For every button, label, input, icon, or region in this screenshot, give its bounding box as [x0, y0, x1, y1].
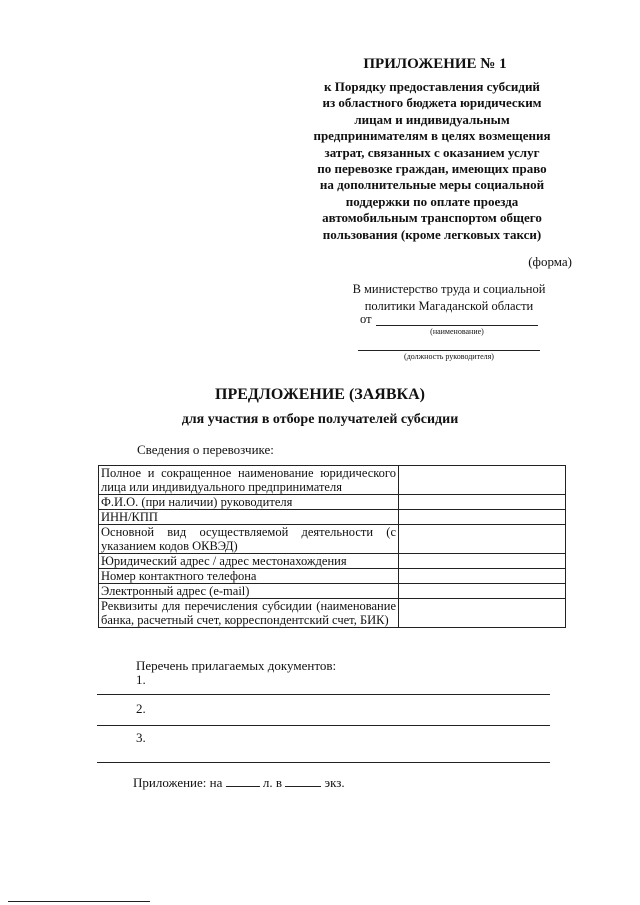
row-value-field[interactable]: [399, 599, 566, 628]
table-row: [99, 584, 566, 599]
document-item-field[interactable]: [97, 719, 550, 726]
footnote-divider: [8, 900, 150, 902]
appendix-line: автомобильным транспортом общего: [322, 210, 542, 226]
appendix-text: [288, 79, 576, 243]
copies-count-field[interactable]: [285, 775, 321, 787]
row-value-field[interactable]: [399, 510, 566, 525]
appendix-line: из областного бюджета юридическим: [322, 95, 542, 111]
row-value-field[interactable]: [399, 554, 566, 569]
attachment-suffix: экз.: [324, 775, 345, 790]
table-row: [99, 466, 566, 495]
form-label: (форма): [528, 254, 572, 269]
table-row: [99, 569, 566, 584]
row-value-field[interactable]: [399, 584, 566, 599]
from-label: от: [360, 312, 372, 326]
appendix-title: ПРИЛОЖЕНИЕ № 1: [363, 56, 507, 72]
document-item-field[interactable]: [97, 688, 550, 695]
sheets-count-field[interactable]: [226, 775, 260, 787]
table-row: [99, 554, 566, 569]
row-label: Электронный адрес (e-mail): [99, 584, 399, 599]
appendix-line: затрат, связанных с оказанием услуг: [324, 144, 540, 160]
carrier-info-table: [98, 465, 566, 628]
row-value-field[interactable]: [399, 525, 566, 554]
appendix-line: на дополнительные меры социальной: [319, 177, 545, 193]
table-row: [99, 510, 566, 525]
addressee-line-1: В министерство труда и социальной: [352, 282, 546, 296]
table-row: [99, 599, 566, 628]
row-label: ИНН/КПП: [99, 510, 399, 525]
table-row: [99, 495, 566, 510]
row-label: Основной вид осуществляемой деятельности (с указанием кодов ОКВЭД): [99, 525, 399, 554]
appendix-line: по перевозке граждан, имеющих право: [317, 161, 547, 177]
appendix-line: лицам и индивидуальным: [354, 111, 510, 127]
appendix-line: предпринимателям в целях возмещения: [313, 128, 551, 144]
appendix-line: к Порядку предоставления субсидий: [324, 79, 540, 94]
appendix-line: поддержки по оплате проезда: [345, 193, 519, 209]
document-item-number: 3.: [136, 730, 146, 745]
document-item-field[interactable]: [97, 756, 550, 763]
document-subtitle: для участия в отборе получателей субсидии: [181, 412, 459, 427]
documents-title: Перечень прилагаемых документов:: [136, 658, 337, 673]
row-value-field[interactable]: [399, 466, 566, 495]
row-label: Реквизиты для перечисления субсидии (наименование банка, расчетный счет, корреспондентский счет, БИК): [99, 599, 399, 628]
row-label: Ф.И.О. (при наличии) руководителя: [99, 495, 399, 510]
row-label: Номер контактного телефона: [99, 569, 399, 584]
row-value-field[interactable]: [399, 495, 566, 510]
carrier-label: Сведения о перевозчике:: [137, 442, 274, 457]
attachment-prefix: Приложение: на: [133, 775, 223, 790]
row-value-field[interactable]: [399, 569, 566, 584]
applicant-name-field[interactable]: [376, 312, 538, 326]
position-caption: (должность руководителя): [404, 352, 494, 361]
document-item-number: 1.: [136, 672, 146, 687]
document-item-number: 2.: [136, 701, 146, 716]
document-title: ПРЕДЛОЖЕНИЕ (ЗАЯВКА): [215, 386, 425, 403]
position-field[interactable]: [358, 338, 540, 351]
attachment-line: [133, 775, 345, 791]
addressee-line-2: политики Магаданской области: [364, 299, 534, 313]
appendix-line: пользования (кроме легковых такси): [322, 226, 542, 242]
table-row: [99, 525, 566, 554]
row-label: Юридический адрес / адрес местонахождения: [99, 554, 399, 569]
attachment-mid: л. в: [262, 775, 283, 790]
row-label: Полное и сокращенное наименование юридического лица или индивидуального предпринимателя: [99, 466, 399, 495]
addressee-block: [348, 281, 550, 315]
name-caption: (наименование): [430, 327, 484, 336]
